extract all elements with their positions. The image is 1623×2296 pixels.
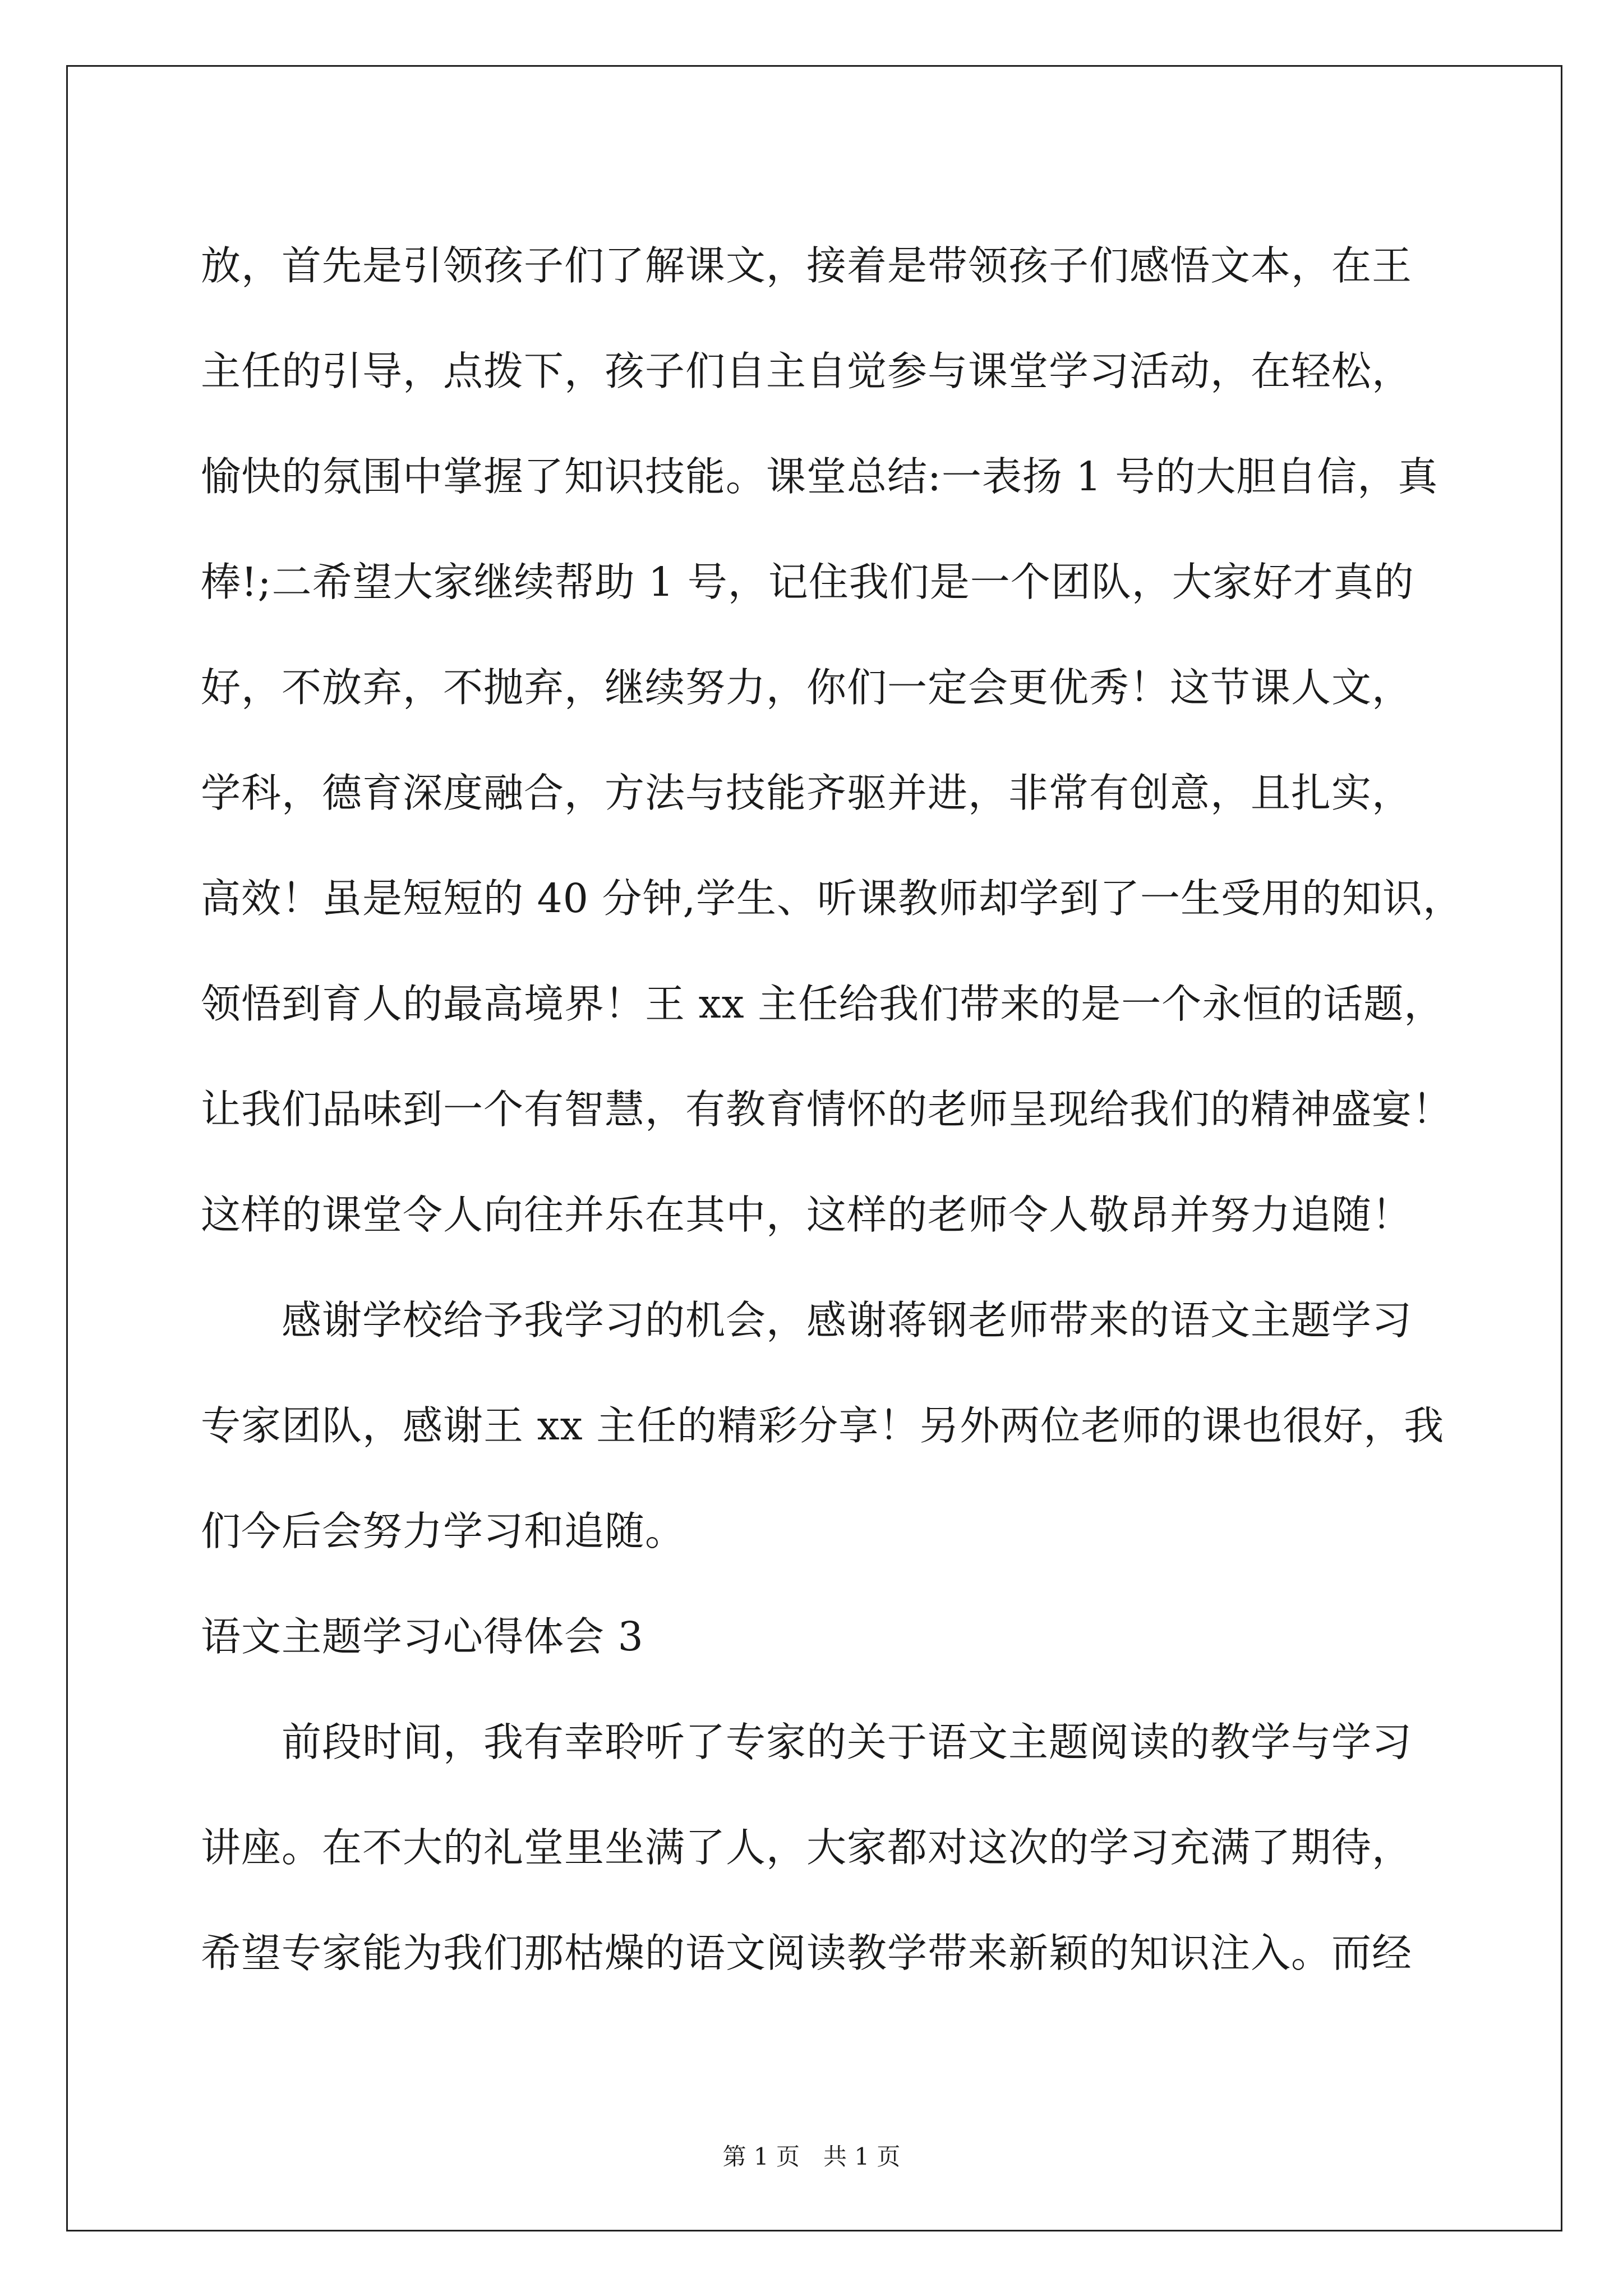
body-text-line: 高效！虽是短短的 40 分钟,学生、听课教师却学到了一生受用的知识，	[201, 875, 1464, 922]
body-text-line: 这样的课堂令人向往并乐在其中，这样的老师令人敬昂并努力追随！	[201, 1191, 1413, 1238]
body-text-line: 们今后会努力学习和追随。	[201, 1508, 686, 1554]
body-text-line: 好，不放弃，不抛弃，继续努力，你们一定会更优秀！这节课人文，	[201, 664, 1413, 711]
paragraph-first-line: 感谢学校给予我学习的机会，感谢蒋钢老师带来的语文主题学习	[282, 1297, 1413, 1343]
body-text-line: 领悟到育人的最高境界！王 xx 主任给我们带来的是一个永恒的话题，	[201, 981, 1445, 1027]
body-text-line: 主任的引导，点拨下，孩子们自主自觉参与课堂学习活动，在轻松，	[201, 348, 1413, 394]
body-text-line: 讲座。在不大的礼堂里坐满了人，大家都对这次的学习充满了期待，	[201, 1824, 1413, 1871]
body-text-line: 希望专家能为我们那枯燥的语文阅读教学带来新颖的知识注入。而经	[201, 1930, 1413, 1976]
body-text-line: 让我们品味到一个有智慧，有教育情怀的老师呈现给我们的精神盛宴！	[201, 1086, 1453, 1133]
section-heading: 语文主题学习心得体会 3	[201, 1613, 644, 1660]
body-text-line: 棒!;二希望大家继续帮助 1 号，记住我们是一个团队，大家好才真的	[201, 559, 1414, 605]
body-text-line: 专家团队，感谢王 xx 主任的精彩分享！另外两位老师的课也很好，我	[201, 1402, 1445, 1449]
body-text-line: 愉快的氛围中掌握了知识技能。课堂总结:一表扬 1 号的大胆自信，真	[201, 453, 1438, 500]
body-text-line: 放，首先是引领孩子们了解课文，接着是带领孩子们感悟文本，在王	[201, 242, 1413, 289]
page-number-footer: 第 1 页 共 1 页	[722, 2143, 901, 2170]
body-text-line: 学科，德育深度融合，方法与技能齐驱并进，非常有创意，且扎实，	[201, 770, 1413, 816]
document-body	[201, 213, 1464, 2006]
paragraph-first-line: 前段时间，我有幸聆听了专家的关于语文主题阅读的教学与学习	[282, 1719, 1413, 1765]
